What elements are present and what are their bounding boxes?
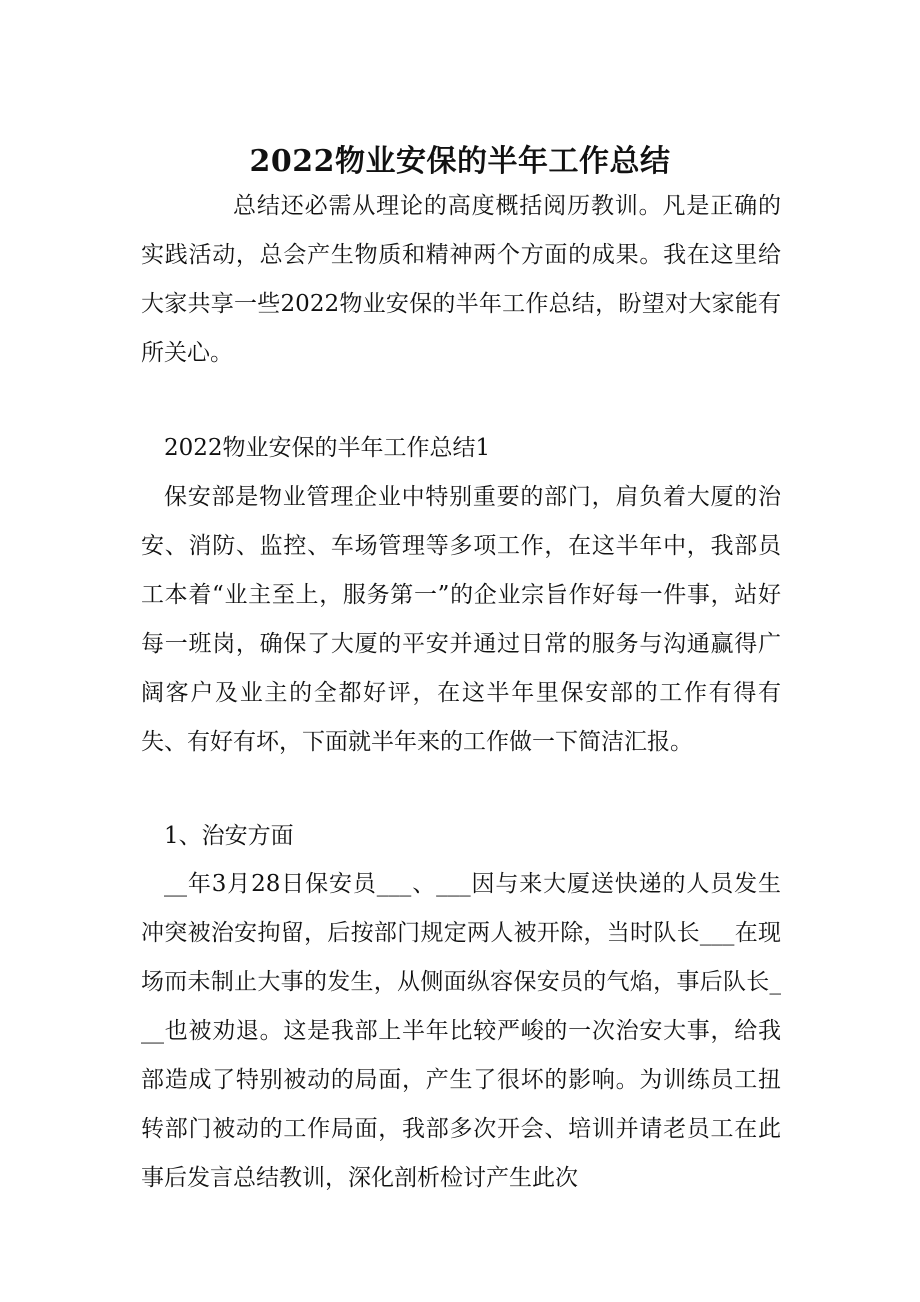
subsection-heading: 1、治安方面 — [164, 823, 294, 849]
subsection-body-paragraph: __年3月28日保安员___、___因与来大厦送快递的人员发生冲突被治安拘留，后按部门规定两人被开除，当时队长___在现场而未制止大事的发生，从侧面纵容保安员的气焰，事后队长___也被劝退。这是我部上半年比较严峻的一次治安大事，给我部造成了特别被动的局面，产生了很坏的影响。为训练员工扭转部门被动的工作局面，我部多次开会、培训并请老员工在此事后发言总结教训，深化剖析检讨产生此次 — [141, 871, 781, 1191]
section-body-paragraph: 保安部是物业管理企业中特别重要的部门，肩负着大厦的治安、消防、监控、车场管理等多项工作，在这半年中，我部员工本着“业主至上，服务第一”的企业宗旨作好每一件事，站好每一班岗，确保了大厦的平安并通过日常的服务与沟通赢得广阔客户及业主的全都好评，在这半年里保安部的工作有得有失、有好有坏，下面就半年来的工作做一下简洁汇报。 — [141, 484, 781, 755]
intro-paragraph: 总结还必需从理论的高度概括阅历教训。凡是正确的实践活动，总会产生物质和精神两个方面的成果。我在这里给大家共享一些2022物业安保的半年工作总结，盼望对大家能有所关心。 — [141, 193, 781, 366]
section-heading: 2022物业安保的半年工作总结1 — [164, 435, 491, 461]
document-title: 2022物业安保的半年工作总结 — [249, 144, 671, 180]
